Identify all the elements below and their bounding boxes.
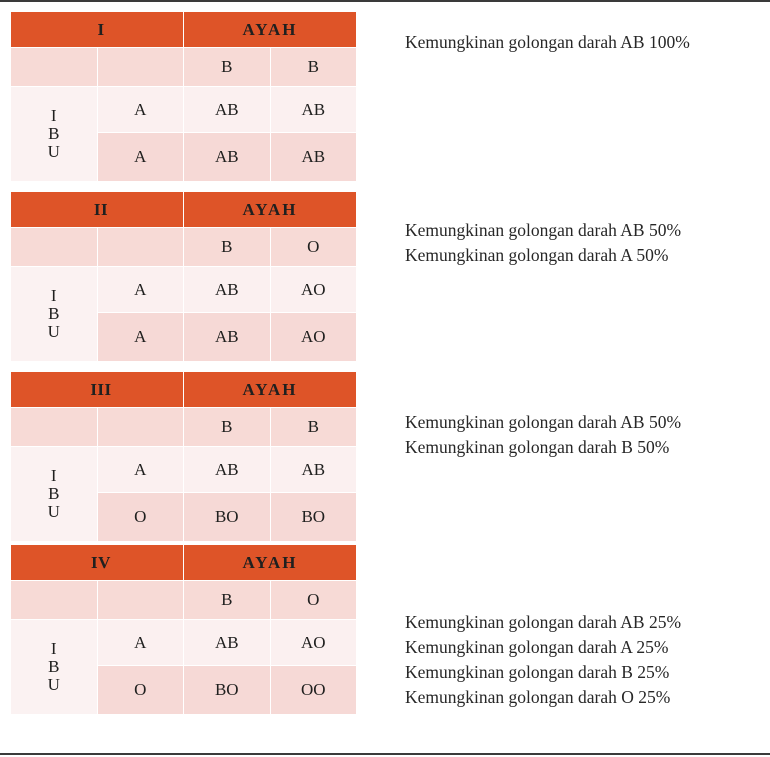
table-row [11,267,356,312]
corner-blank-a [11,48,97,86]
notes-group-3 [405,410,770,460]
corner-blank-b [98,48,184,86]
table-row [11,620,356,665]
father-allele-1-1: B [184,48,270,86]
note-line: Kemungkinan golongan darah A 50% [405,245,669,265]
offspring-1-1-1: AB [271,133,357,181]
mother-label-1 [11,87,97,181]
offspring-3-0-1: AB [271,447,357,492]
note-line: Kemungkinan golongan darah O 25% [405,687,671,707]
corner-blank-b [98,581,184,619]
probability-notes-column [405,2,770,757]
mother-allele-2-1: A [98,267,184,312]
mother-label-line-1: I [50,466,57,486]
mother-label-line-3: U [47,321,60,341]
note-line: Kemungkinan golongan darah B 50% [405,437,670,457]
father-header-1: AYAH [184,12,356,47]
note-line: Kemungkinan golongan darah AB 25% [405,612,682,632]
mother-allele-3-1: A [98,447,184,492]
table-row [11,447,356,492]
notes-group-1 [405,30,770,55]
father-allele-4-2: O [271,581,357,619]
mother-allele-1-1: A [98,87,184,132]
corner-blank-a [11,408,97,446]
father-allele-4-1: B [184,581,270,619]
mother-label-line-2: B [48,484,60,504]
corner-blank-b [98,408,184,446]
table-number-2: II [11,192,183,227]
offspring-3-1-0: BO [184,493,270,541]
punnett-tables-column [10,11,357,724]
mother-label-2 [11,267,97,361]
note-line: Kemungkinan golongan darah AB 50% [405,220,682,240]
mother-label-line-2: B [48,304,60,324]
mother-allele-4-1: A [98,620,184,665]
offspring-2-0-1: AO [271,267,357,312]
offspring-4-0-0: AB [184,620,270,665]
offspring-2-1-0: AB [184,313,270,361]
mother-label-line-3: U [47,141,60,161]
mother-allele-4-2: O [98,666,184,714]
table-number-3: III [11,372,183,407]
punnett-table-4 [10,544,357,715]
table-header-row [11,372,356,407]
punnett-table-3 [10,371,357,542]
corner-blank-a [11,228,97,266]
punnett-table-1 [10,11,357,182]
mother-label-line-2: B [48,657,60,677]
father-header-3: AYAH [184,372,356,407]
notes-group-4 [405,610,770,710]
mother-label-line-1: I [50,286,57,306]
father-allele-row [11,228,356,266]
mother-label-line-1: I [50,106,57,126]
father-header-4: AYAH [184,545,356,580]
offspring-1-0-1: AB [271,87,357,132]
offspring-4-1-1: OO [271,666,357,714]
table-number-4: IV [11,545,183,580]
note-line: Kemungkinan golongan darah AB 50% [405,412,682,432]
table-number-1: I [11,12,183,47]
offspring-2-0-0: AB [184,267,270,312]
mother-label-line-2: B [48,124,60,144]
offspring-3-0-0: AB [184,447,270,492]
page-content [0,2,770,757]
notes-group-2 [405,218,770,268]
father-allele-3-1: B [184,408,270,446]
mother-allele-2-2: A [98,313,184,361]
note-line: Kemungkinan golongan darah B 25% [405,662,670,682]
corner-blank-a [11,581,97,619]
corner-blank-b [98,228,184,266]
mother-label-line-1: I [50,639,57,659]
table-header-row [11,545,356,580]
note-line: Kemungkinan golongan darah A 25% [405,637,669,657]
mother-label-line-3: U [47,674,60,694]
offspring-1-0-0: AB [184,87,270,132]
mother-label-3 [11,447,97,541]
father-allele-row [11,408,356,446]
mother-label-4 [11,620,97,714]
offspring-2-1-1: AO [271,313,357,361]
offspring-3-1-1: BO [271,493,357,541]
father-allele-1-2: B [271,48,357,86]
table-header-row [11,192,356,227]
offspring-4-0-1: AO [271,620,357,665]
father-allele-3-2: B [271,408,357,446]
note-line: Kemungkinan golongan darah AB 100% [405,32,690,52]
mother-label-line-3: U [47,501,60,521]
offspring-4-1-0: BO [184,666,270,714]
father-allele-2-2: O [271,228,357,266]
punnett-table-2 [10,191,357,362]
father-header-2: AYAH [184,192,356,227]
mother-allele-3-2: O [98,493,184,541]
mother-allele-1-2: A [98,133,184,181]
table-row [11,87,356,132]
father-allele-row [11,48,356,86]
table-header-row [11,12,356,47]
father-allele-row [11,581,356,619]
father-allele-2-1: B [184,228,270,266]
offspring-1-1-0: AB [184,133,270,181]
